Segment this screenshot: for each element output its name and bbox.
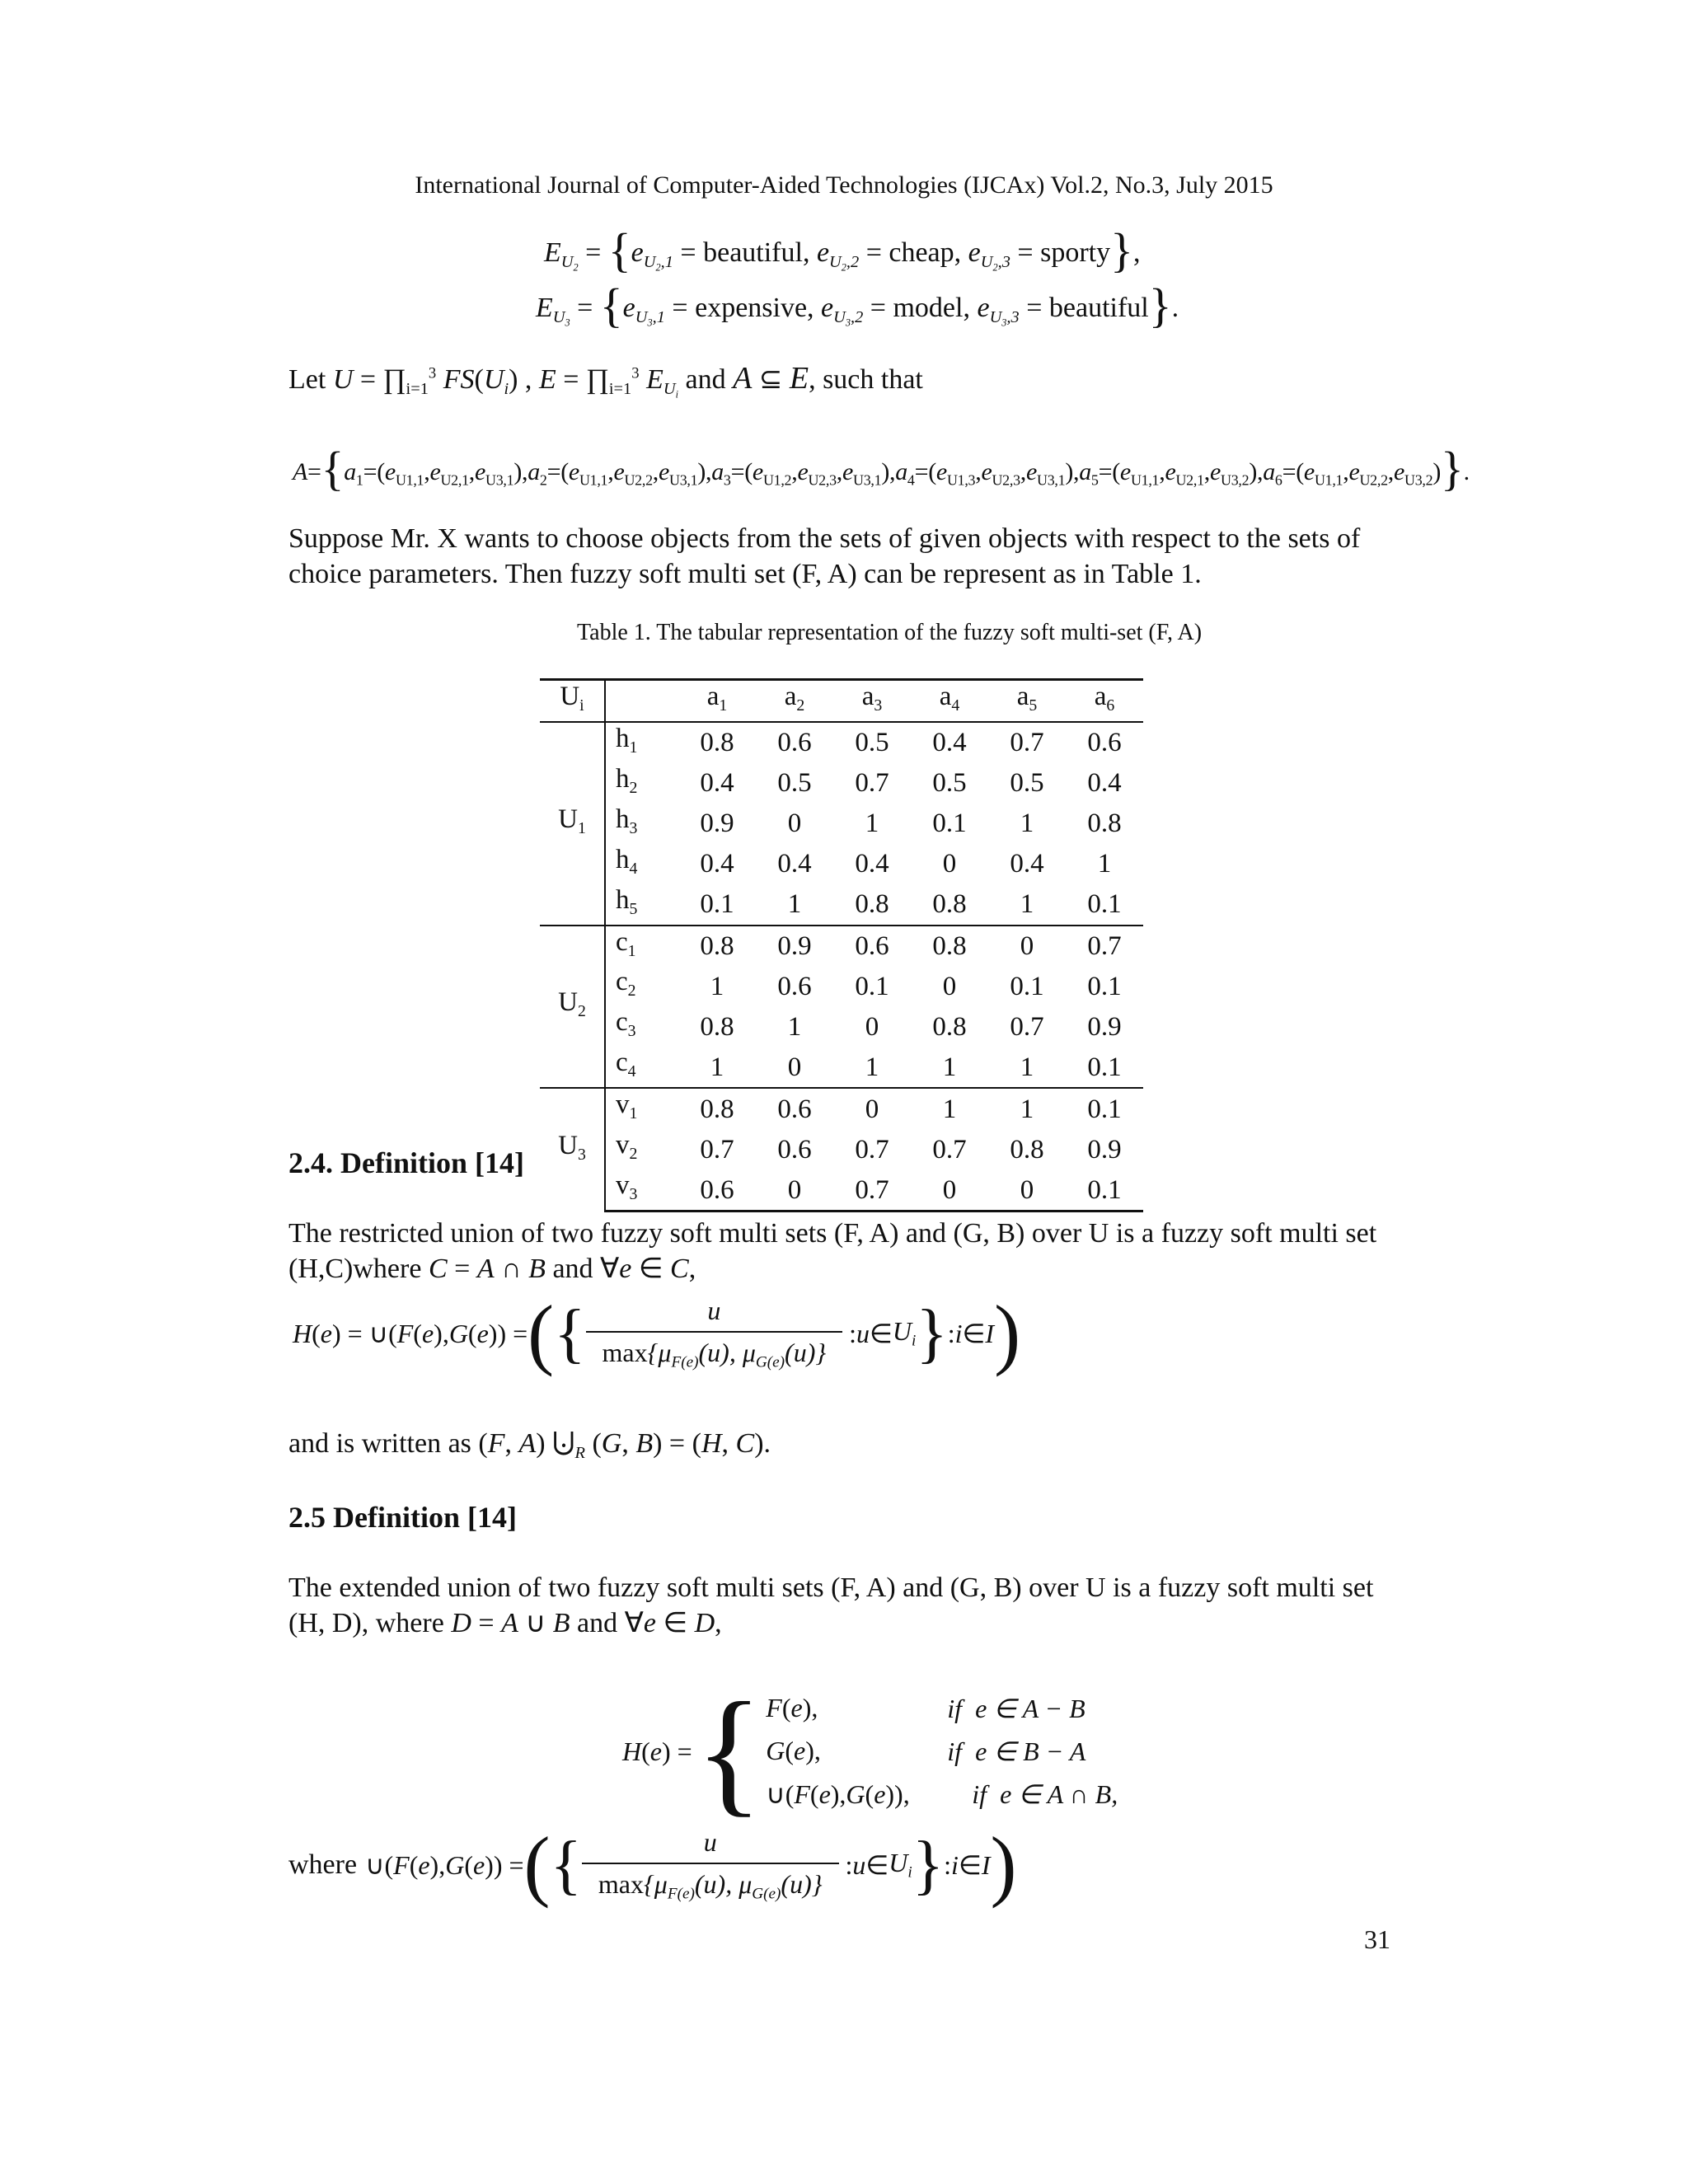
- where-label: where: [288, 1849, 358, 1880]
- table-value-cell: 1: [1020, 1052, 1034, 1082]
- table-row: [540, 1129, 1143, 1169]
- table-value-cell: 0: [787, 1052, 802, 1082]
- definition-2-4-text: [288, 1216, 1409, 1286]
- table-value-cell: 1: [787, 889, 802, 920]
- table-value-cell: 0.4: [700, 849, 734, 879]
- table-value-cell: 0.8: [700, 1011, 734, 1042]
- table-value-cell: 0.1: [700, 889, 734, 920]
- paragraph-suppose: Suppose Mr. X wants to choose objects from the sets of given objects with respect to the sets of choice parameters. Then fuzzy soft multi set (F, A) can be represent as in Table 1.: [288, 523, 1361, 589]
- table-parameter-cell: $c_2$: [616, 967, 636, 1001]
- table-value-cell: 1: [710, 971, 724, 1001]
- table-value-cell: 0.9: [756, 926, 833, 967]
- table-value-cell: 0.8: [678, 1088, 756, 1129]
- table-value-cell: 0.1: [1087, 1052, 1122, 1082]
- table-column-header: $a_2$: [756, 680, 833, 722]
- written-as-prefix: and is written as: [288, 1428, 471, 1459]
- table-row: [540, 1047, 1143, 1088]
- table-value-cell: 0.8: [1010, 1134, 1044, 1165]
- table-value-cell: 0.9: [1087, 1134, 1122, 1165]
- table-value-cell: 0.6: [678, 1169, 756, 1211]
- table-value-cell: 1: [942, 1052, 957, 1082]
- formula-where: where ∪( F ( e ), G ( e )) = ( { $\frac{u}{\max\{\mu_{F(e)}(u), \mu_{G(e)}(u)\}}$ : u ∈ $U_i$ } : i ∈ I ): [288, 1821, 1017, 1909]
- table-value-cell: 1: [988, 1088, 1066, 1129]
- table-value-cell: 0.9: [1087, 1011, 1122, 1042]
- table-value-cell: 0.4: [932, 728, 967, 758]
- table-value-cell: 0.7: [700, 1134, 734, 1165]
- table-value-cell: 0.8: [678, 926, 756, 967]
- table-value-cell: 0.8: [855, 889, 889, 920]
- table-value-cell: 0.1: [855, 971, 889, 1001]
- table-row: [540, 966, 1143, 1006]
- table-caption: Table 1. The tabular representation of the fuzzy soft multi-set (F, A): [577, 620, 1203, 645]
- table-value-cell: 1: [1097, 849, 1112, 879]
- table-value-cell: 0.6: [833, 926, 911, 967]
- definition-2-5-line2: (H, D), where D = A ∪ B and ∀e ∈ D,: [288, 1608, 722, 1638]
- definition-2-5-text: [288, 1570, 1409, 1641]
- table-value-cell: 0.4: [855, 849, 889, 879]
- table-value-cell: 0.7: [833, 1169, 911, 1211]
- definition-2-4-line2: (H,C)where C = A ∩ B and ∀e ∈ C,: [288, 1254, 696, 1284]
- table-group-label: $U_3$: [540, 1088, 605, 1211]
- table-row: [540, 1006, 1143, 1047]
- table-parameter-cell: $h_5$: [616, 884, 638, 918]
- table-row: [540, 763, 1143, 804]
- table-value-cell: 0.8: [911, 926, 988, 967]
- table-value-cell: 0.5: [1010, 768, 1044, 799]
- table-parameter-cell: $h_3$: [616, 804, 638, 837]
- def25-prefix: (H, D), where: [288, 1608, 444, 1638]
- table-value-cell: 1: [865, 808, 879, 839]
- table-header-row: [540, 680, 1143, 722]
- table-value-cell: 0: [756, 1169, 833, 1211]
- table-value-cell: 0.5: [855, 728, 889, 758]
- table-value-cell: 0.1: [932, 808, 967, 839]
- table-value-cell: 0: [988, 1169, 1066, 1211]
- table-value-cell: 0.7: [855, 1134, 889, 1165]
- let-mid: and: [685, 364, 726, 395]
- table-value-cell: 0.5: [932, 768, 967, 799]
- table-column-header: $a_5$: [988, 680, 1066, 722]
- let-suffix: , such that: [809, 364, 923, 395]
- table-value-cell: 0: [911, 1169, 988, 1211]
- table-parameter-cell: $c_4$: [616, 1047, 636, 1081]
- table-column-header: $a_3$: [833, 680, 911, 722]
- definition-2-4-line1: The restricted union of two fuzzy soft multi sets (F, A) and (G, B) over U is a fuzzy soft multi set: [288, 1218, 1377, 1249]
- let-statement: Let $U = \prod_{i=1}^3$ $FS(U_i)$ , $E = \prod_{i=1}^3$ $E_{U_i}$ and A ⊆ E, such that: [288, 361, 923, 401]
- table-row: [540, 844, 1143, 884]
- let-prefix: Let: [288, 364, 326, 395]
- table-parameter-cell: $h_4$: [616, 844, 638, 878]
- fuzzy-soft-multiset-table: [540, 678, 1143, 1212]
- table-value-cell: 0: [787, 808, 802, 839]
- table-row: [540, 722, 1143, 763]
- table-value-cell: 0.6: [777, 971, 812, 1001]
- table-value-cell: 1: [710, 1052, 724, 1082]
- table-column-header: $a_1$: [678, 680, 756, 722]
- table-value-cell: 1: [1020, 808, 1034, 839]
- section-heading-2-4: 2.4. Definition [14]: [288, 1146, 524, 1179]
- page-number: 31: [1364, 1924, 1390, 1954]
- table-value-cell: 0.4: [1010, 849, 1044, 879]
- table-corner-cell: $U_i$: [540, 680, 605, 722]
- table-value-cell: 0.6: [1087, 728, 1122, 758]
- table-value-cell: 0.1: [1087, 889, 1122, 920]
- table-value-cell: 0.6: [777, 1134, 812, 1165]
- table-value-cell: 0.6: [756, 1088, 833, 1129]
- table-value-cell: 0: [988, 926, 1066, 967]
- table-value-cell: 1: [787, 1011, 802, 1042]
- table-value-cell: 0.7: [855, 768, 889, 799]
- def24-mid: and: [552, 1254, 593, 1284]
- table-value-cell: 0.4: [777, 849, 812, 879]
- table-value-cell: 0.7: [932, 1134, 967, 1165]
- table-parameter-cell: $v_3$: [605, 1169, 678, 1211]
- table-value-cell: 0.8: [932, 1011, 967, 1042]
- table-parameter-cell: $h_2$: [616, 763, 638, 797]
- table-blank-header: [605, 680, 678, 722]
- table-value-cell: 0: [942, 971, 957, 1001]
- formula-extended-union: H(e) = { F(e), if e ∈ A − B G(e), if e ∈ B − A ∪(F(e),G(e)), if e ∈ A ∩ B,: [622, 1674, 1118, 1829]
- table-value-cell: 0.7: [1010, 728, 1044, 758]
- written-as-line: and is written as (F, A) $⨃_R$ (G, B) = (H, C).: [288, 1428, 771, 1463]
- table-value-cell: 0.7: [1066, 926, 1143, 967]
- table: [540, 678, 1143, 1212]
- table-value-cell: 0.1: [1066, 1088, 1143, 1129]
- formula-restricted-union: H ( e ) = ∪( F ( e ), G ( e )) = ( { $\frac{u}{\max\{\mu_{F(e)}(u), \mu_{G(e)}(u)\}}$ : u ∈ $U_i$ } : i ∈ I ): [293, 1289, 1021, 1377]
- table-parameter-cell: $v_2$: [616, 1130, 638, 1164]
- table-parameter-cell: $v_1$: [605, 1088, 678, 1129]
- table-value-cell: 0.9: [700, 808, 734, 839]
- table-value-cell: 0: [833, 1088, 911, 1129]
- table-value-cell: 0.5: [777, 768, 812, 799]
- table-row: [540, 1169, 1143, 1211]
- def25-mid: and: [577, 1608, 618, 1638]
- section-heading-2-5: 2.5 Definition [14]: [288, 1501, 517, 1534]
- table-value-cell: 0: [865, 1011, 879, 1042]
- table-value-cell: 0.1: [1066, 1169, 1143, 1211]
- table-parameter-cell: $c_1$: [605, 926, 678, 967]
- table-value-cell: 0.4: [700, 768, 734, 799]
- table-value-cell: 1: [1020, 889, 1034, 920]
- def24-prefix: (H,C)where: [288, 1254, 422, 1284]
- equation-set-A: $A=\{a_1=(e_{U1,1},e_{U2,1},e_{U3,1}),a_2=(e_{U1,1},e_{U2,2},e_{U3,1}),a_3=(e_{U1,2},e_{U2,3},e_{U3,1}),a_4=(e_{U1,3},e_{U2,3},e_{U3,1}),a_5=(e_{U1,1},e_{U2,1},e_{U3,2}),a_6=(e_{U1,1},e_{U2,2},e_{U3,2})\}$.: [293, 442, 1470, 495]
- table-value-cell: 0.8: [1087, 808, 1122, 839]
- table-parameter-cell: $h_1$: [616, 723, 638, 757]
- table-group-label: $U_2$: [540, 926, 605, 1089]
- table-column-header: $a_6$: [1066, 680, 1143, 722]
- table-row: [540, 804, 1143, 844]
- equation-EU2: $E_{U_2} = \{e_{U_2,1}$ = beautiful, $e_{U_2,2}$ = cheap, $e_{U_2,3}$ = sporty},: [544, 223, 1141, 277]
- table-row: [540, 926, 1143, 967]
- table-value-cell: 0.6: [777, 728, 812, 758]
- definition-2-5-line1: The extended union of two fuzzy soft multi sets (F, A) and (G, B) over U is a fuzzy soft multi set: [288, 1572, 1374, 1603]
- table-column-header: $a_4$: [911, 680, 988, 722]
- table-value-cell: 1: [911, 1088, 988, 1129]
- equation-EU3: $E_{U_3} = \{e_{U_3,1}$ = expensive, $e_{U_3,2}$ = model, $e_{U_3,3}$ = beautiful}.: [536, 279, 1179, 332]
- running-header: International Journal of Computer-Aided Technologies (IJCAx) Vol.2, No.3, July 2015: [415, 171, 1273, 199]
- table-value-cell: 1: [865, 1052, 879, 1082]
- table-row: [540, 1088, 1143, 1129]
- table-value-cell: 0.1: [1087, 971, 1122, 1001]
- table-value-cell: 0.7: [1010, 1011, 1044, 1042]
- table-value-cell: 0.1: [1010, 971, 1044, 1001]
- table-value-cell: 0.8: [700, 728, 734, 758]
- table-value-cell: 0: [942, 849, 957, 879]
- table-row: [540, 884, 1143, 926]
- table-value-cell: 0.4: [1087, 768, 1122, 799]
- table-value-cell: 0.8: [932, 889, 967, 920]
- table-parameter-cell: $c_3$: [616, 1007, 636, 1041]
- table-group-label: $U_1$: [540, 722, 605, 926]
